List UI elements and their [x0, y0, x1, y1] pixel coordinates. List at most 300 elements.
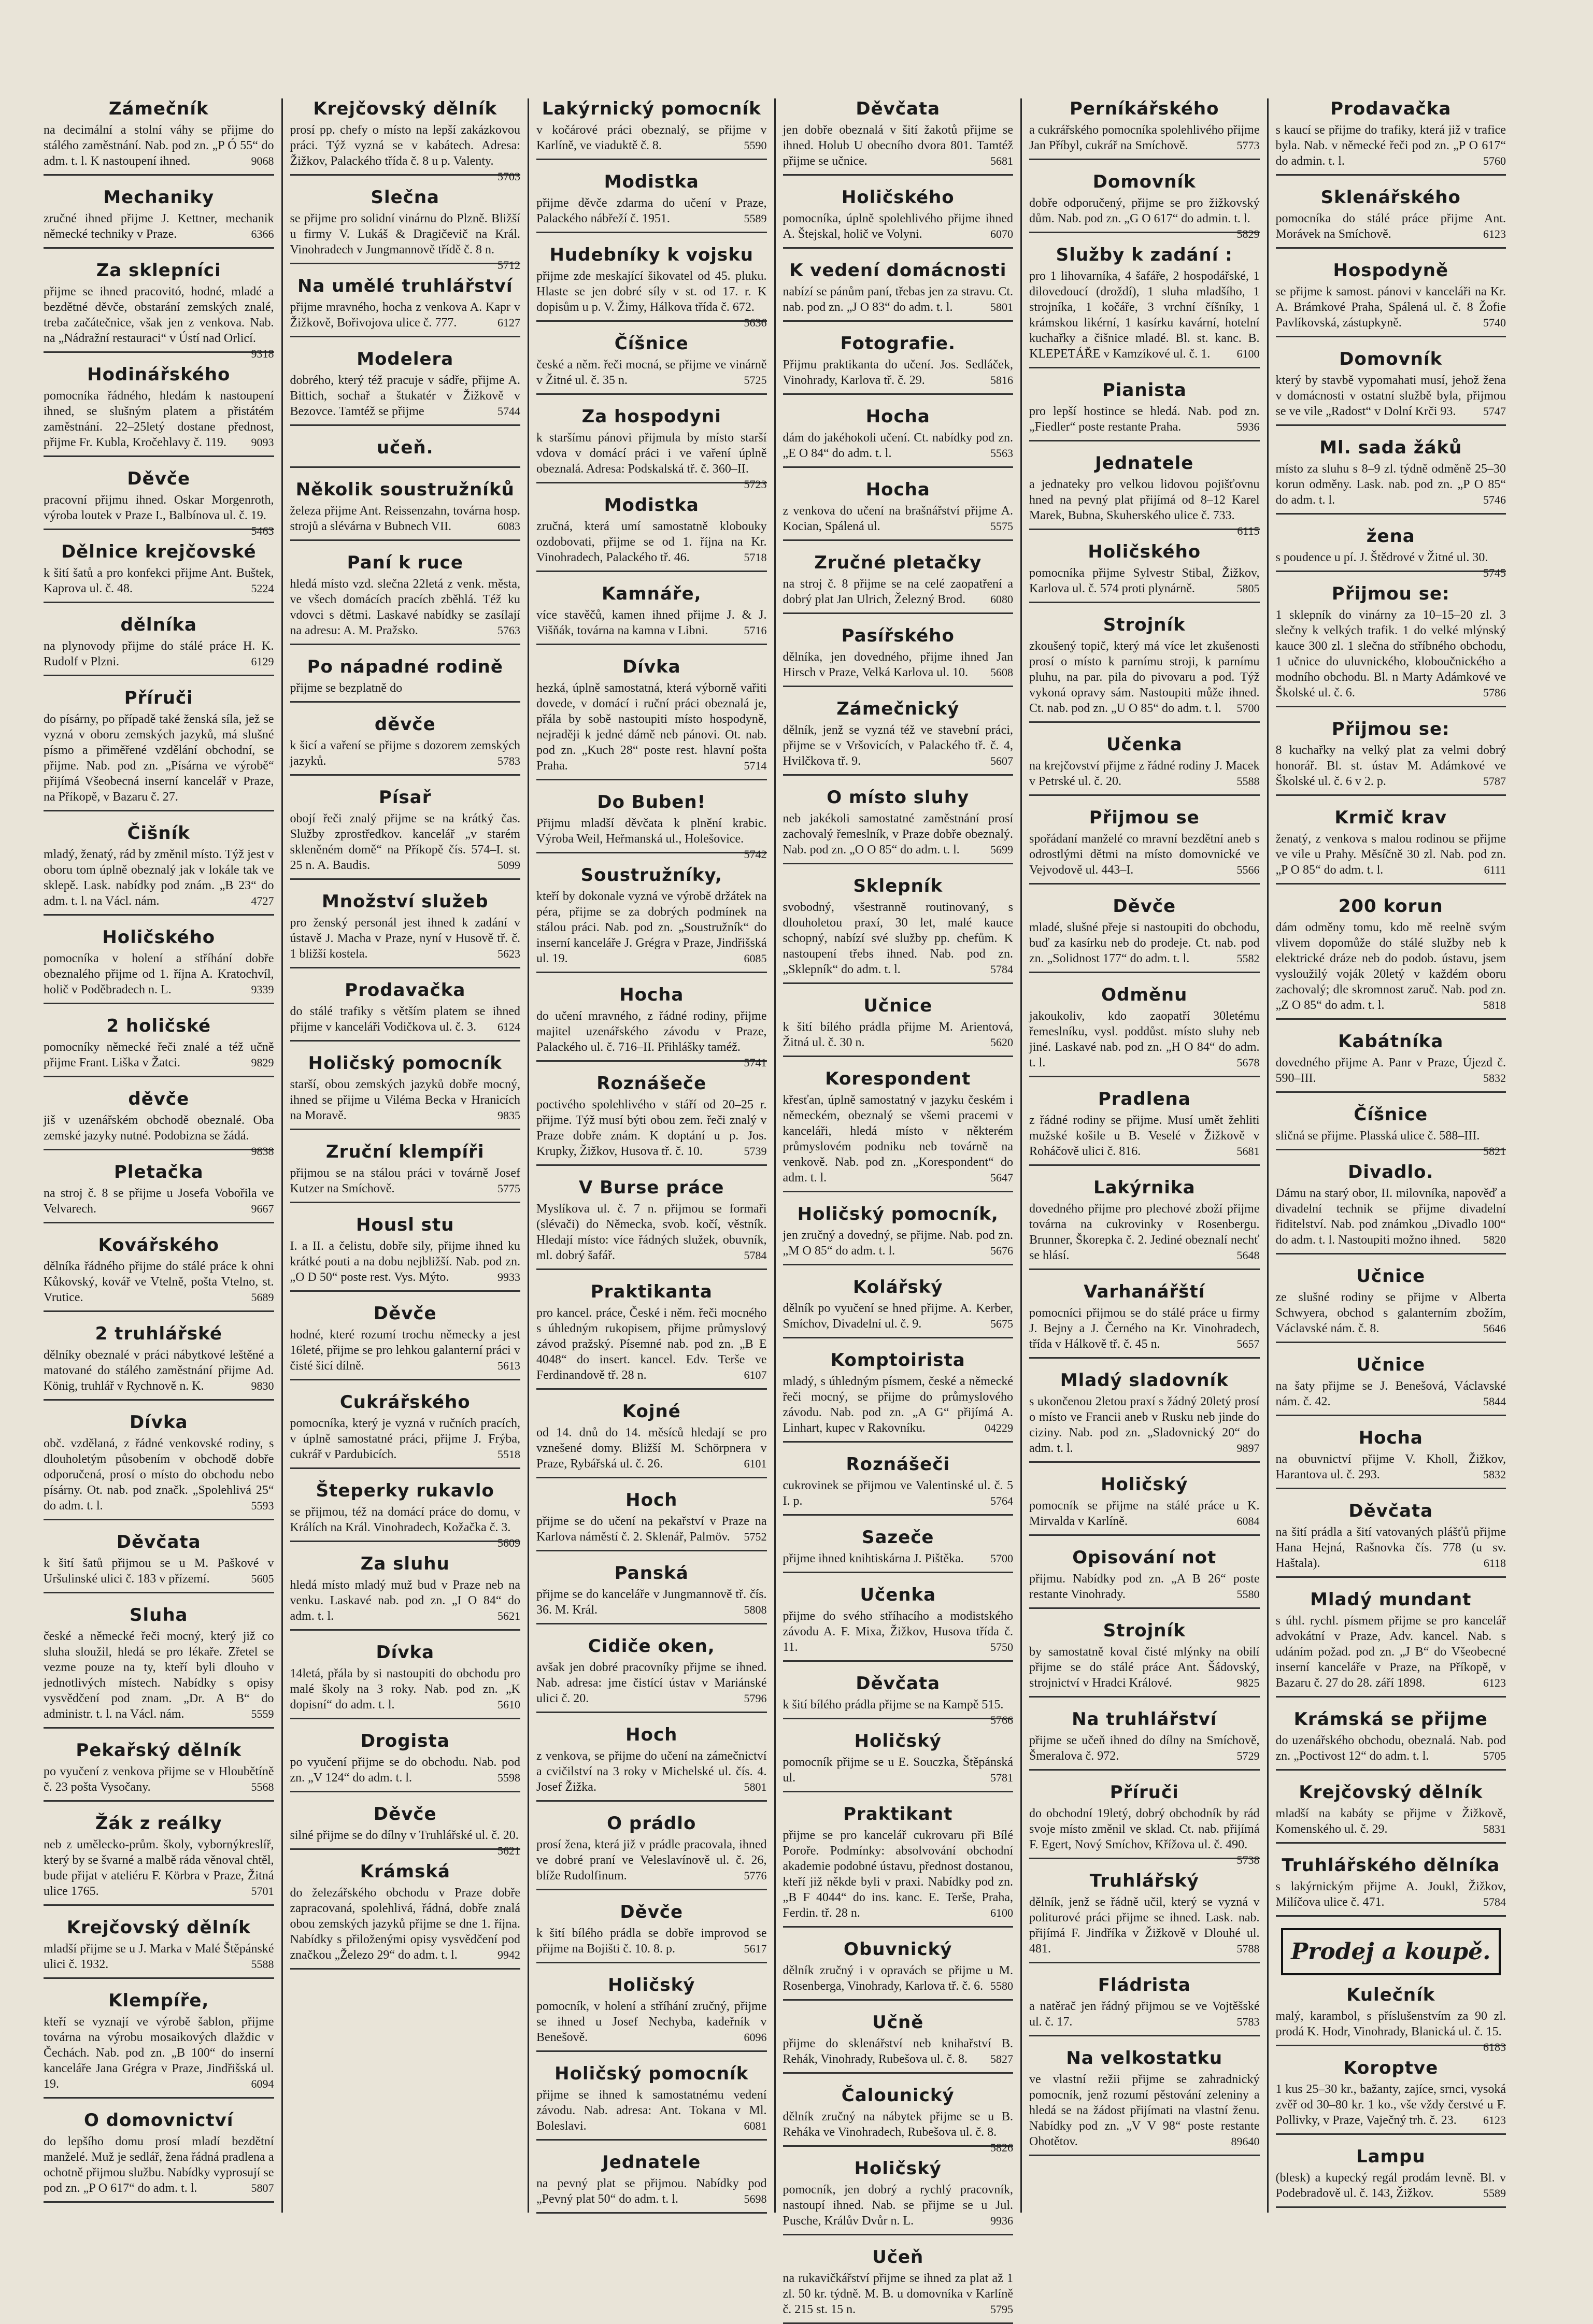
- ad-heading: Kamnáře,: [601, 583, 702, 604]
- ad-heading: Cukrářského: [339, 1392, 471, 1413]
- ad-text: k šití bílého prádla přijme se na Kampě 515.: [783, 1698, 1004, 1712]
- ad-body: [1029, 1999, 1260, 2030]
- ad-body: [1276, 2081, 1506, 2128]
- ad-heading: Holičský: [854, 2158, 942, 2179]
- ad-text: přijme se ihned k samostatnému vedení závodu. Nab. adresa: Ant. Tokana v Ml. Boleslavi.: [536, 2088, 767, 2133]
- ad-number: 5621: [497, 1609, 520, 1622]
- ad-heading: Roznášeči: [846, 1454, 950, 1475]
- ad-body: [1276, 122, 1506, 169]
- ad-text: mladý, s úhledným písmem, české a německé řeči mocný, se přijme do průmyslového závodu. Nab. pod zn. „A G“ přijímá A. Linhart, kupec v Rakovníku.: [783, 1375, 1013, 1435]
- ad-body: [783, 1019, 1014, 1050]
- ad-text: k šití šatů a pro konfekci přijme Ant. Buštek, Kaprova ul. č. 48.: [44, 566, 274, 595]
- ad-text: do železářského obchodu v Praze dobře zapracovaná, spolehlivá, řádná, dobře znalá obou zemských jazyků přijme se dne 1. října. Nabídky s přiloženými opisy vysvědčení pod značkou „Železo 29“ do adm. t. l.: [290, 1886, 520, 1962]
- ad-body: [536, 1999, 767, 2045]
- ad-heading: Holičský pomocník,: [797, 1204, 999, 1224]
- ad-number: 9318: [251, 347, 274, 360]
- ad-text: hodné, které rozumí trochu německy a jest 16leté, přijme se pro lehkou galanterní práci v čisté šicí dílně.: [290, 1328, 520, 1373]
- ad-number: 5786: [1483, 686, 1506, 699]
- classified-ad: [290, 479, 521, 541]
- ad-text: přijme do sklenářství neb knihařství B. Rehák, Vinohrady, Rubešova ul. č. 8.: [783, 2037, 1013, 2066]
- ad-heading: Jednatele: [1095, 453, 1194, 474]
- ad-body: [783, 1228, 1014, 1259]
- ad-heading: Přijmou se: [1089, 807, 1200, 828]
- classified-ad: [1029, 1871, 1260, 1963]
- ad-body: [1029, 1733, 1260, 1764]
- ad-text: přijme se do učení na pekařství v Praze na Karlova náměstí č. 2. Sklenář, Palmöv.: [536, 1515, 767, 1544]
- ad-body: [44, 847, 274, 909]
- ad-heading: Holičský pomocník: [308, 1053, 502, 1074]
- ad-heading: Domovník: [1092, 172, 1196, 192]
- ad-heading: Učenka: [1106, 734, 1183, 755]
- classified-ad: [1276, 1782, 1506, 1844]
- classified-ad: [536, 1281, 767, 1390]
- column-5: [1020, 98, 1267, 2213]
- ad-number: 5745: [1483, 566, 1506, 579]
- classified-ad: [1276, 1855, 1506, 1917]
- ad-number: 5678: [1236, 1056, 1260, 1069]
- ad-number: 5700: [990, 1552, 1013, 1565]
- classified-ad: [783, 98, 1014, 176]
- ad-heading: Holičského: [1088, 541, 1201, 562]
- ad-body: [290, 576, 521, 638]
- ad-body: [44, 951, 274, 997]
- ad-number: 9933: [497, 1271, 520, 1284]
- ad-body: [783, 2271, 1014, 2317]
- ad-number: 9838: [251, 1145, 274, 1158]
- ad-number: 9825: [1236, 1676, 1260, 1689]
- ad-number: 6094: [251, 2077, 274, 2090]
- classified-ad: [1029, 541, 1260, 603]
- ad-number: 5463: [251, 524, 274, 537]
- ad-body: [1029, 758, 1260, 789]
- classified-ad: [783, 406, 1014, 468]
- ad-text: z venkova, se přijme do učení na zámečnictví a cvičilství na 3 roky v Michelské ul. čís. 4. Josef Žižka.: [536, 1749, 767, 1794]
- ad-heading: Děvčata: [116, 1532, 201, 1552]
- classified-ad: [44, 1412, 274, 1520]
- ad-heading: Holičský: [1101, 1474, 1188, 1495]
- ad-text: české a něm. řeči mocná, se přijme ve vinárně v Žitné ul. č. 35 n.: [536, 358, 767, 387]
- classified-ad: [536, 657, 767, 780]
- ad-text: spořádaní manželé co mravní bezdětní aneb s odrostlými dětmi na místo domovnické ve Vejvodově ul. 443–I.: [1029, 832, 1260, 877]
- ad-number: 5760: [1483, 154, 1506, 167]
- ad-number: 6366: [251, 227, 274, 240]
- ad-body: [44, 1436, 274, 1514]
- ad-heading: Kolářský: [853, 1277, 943, 1298]
- ad-heading: Krmič krav: [1334, 807, 1447, 828]
- ad-heading: 2 truhlářské: [95, 1323, 222, 1344]
- ad-heading: Děvčata: [856, 98, 941, 119]
- classified-ad: [290, 1215, 521, 1292]
- ad-number: 5784: [990, 963, 1013, 976]
- classified-ad: [1276, 1709, 1506, 1771]
- classified-ad: [783, 1939, 1014, 2001]
- classified-ad: [1276, 807, 1506, 885]
- ad-text: od 14. dnů do 14. měsíců hledají se pro vznešené domy. Bližší M. Schörpnera v Praze, Rybářská ul. č. 26.: [536, 1426, 767, 1471]
- ad-text: k šití bílého prádla se dobře improvod se přijme na Bojišti č. 10. 8. p.: [536, 1927, 767, 1956]
- ad-text: kteří se vyznají ve výrobě šablon, přijme továrna na výrobu mosaikových dlaždic v Čechách. Nab. pod zn. „B 100“ do inserní kanceláře Jana Grégra v Praze, Jindřišská ul. 19.: [44, 2015, 274, 2091]
- ad-heading: Učnice: [863, 995, 933, 1016]
- ad-number: 5750: [990, 1641, 1013, 1653]
- ad-body: [783, 722, 1014, 769]
- classified-ad: [783, 1585, 1014, 1662]
- ad-body: [536, 430, 767, 491]
- ad-body: [1029, 1201, 1260, 1263]
- ad-heading: Truhlářský: [1089, 1871, 1199, 1891]
- ad-body: [1029, 404, 1260, 435]
- ad-number: 5620: [990, 1036, 1013, 1049]
- ad-number: 6118: [1483, 1557, 1506, 1570]
- ad-text: k šití šatů přijmou se u M. Paškové v Uršulinské ulici č. 183 v přízemí.: [44, 1557, 274, 1586]
- ad-heading: Množství služeb: [321, 891, 489, 912]
- ad-body: [290, 1828, 521, 1857]
- ad-text: s lakýrnickým přijme A. Joukl, Žižkov, Milíčova ulice č. 471.: [1275, 1880, 1506, 1909]
- ad-number: 5568: [251, 1780, 274, 1793]
- ad-text: pomocníci přijmou se do stálé práce u firmy J. Bejny a J. Černého na Kr. Vinohradech, třída v Hálkově tř. č. 45 n.: [1029, 1306, 1260, 1351]
- classified-ad: [1029, 734, 1260, 796]
- classified-ad: [290, 437, 521, 468]
- classified-ad: [1276, 98, 1506, 176]
- ad-text: se přijme k samost. pánovi v kanceláři na Kr. A. Brámkové Praha, Spálená ul. č. 8 Žofie Pavlíkovská, zástupkyně.: [1275, 285, 1506, 330]
- ad-text: mladý, ženatý, rád by změnil místo. Týž jest v oboru tom úplně obeznalý jak v lokále tak ve sklepě. Lask. nabídky pod znám. „B 23“ do adm. t. l. na Václ. nám.: [44, 848, 274, 908]
- ad-body: [290, 738, 521, 769]
- ad-text: s poudence u pí. J. Štědrové v Žitné ul. 30.: [1275, 551, 1488, 564]
- ad-number: 9829: [251, 1056, 274, 1069]
- ad-number: 5776: [744, 1869, 767, 1882]
- classified-ad: [1276, 1031, 1506, 1093]
- classified-ad: [536, 583, 767, 645]
- ad-number: 5801: [744, 1780, 767, 1793]
- ad-text: ženatý, z venkova s malou rodinou se přijme ve vile u Prahy. Měsíčně 30 zl. Nab. pod zn. „P O 85“ do adm. t. l.: [1275, 832, 1506, 877]
- ad-body: [783, 649, 1014, 680]
- ad-number: 5621: [497, 1844, 520, 1857]
- classified-ad: [1029, 1281, 1260, 1359]
- classified-ad: [290, 980, 521, 1042]
- ad-text: Dámu na starý obor, II. milovníka, napověď a divadelní technik se přijme divadelní řiditelství. Nab. pod známkou „Divadlo 100“ do adm. t. l. Nastoupiti možno ihned.: [1275, 1187, 1506, 1247]
- classified-ad: [290, 187, 521, 272]
- ad-body: [783, 122, 1014, 169]
- ad-heading: Praktikanta: [590, 1281, 713, 1302]
- ad-number: 5752: [744, 1530, 767, 1543]
- ad-heading: Pletačka: [113, 1162, 204, 1182]
- ad-number: 9835: [497, 1109, 520, 1122]
- classified-ad: [1029, 807, 1260, 885]
- classified-ad: [290, 349, 521, 426]
- ad-number: 5826: [990, 2141, 1013, 2154]
- classified-ad: [783, 1731, 1014, 1792]
- ad-heading: Holičský: [608, 1975, 695, 1995]
- ad-text: dovedného přijme pro plechové zboží přijme továrna na cukrovinky v Rosenbergu. Brunner, Škorepka č. 2. Jediné obeznalí nechť se hlásí.: [1029, 1202, 1260, 1262]
- classified-ad: [1276, 349, 1506, 426]
- ad-text: dělník zručný i v opravách se přijme u M. Rosenberga, Vinohrady, Karlova tř. č. 6.: [783, 1964, 1013, 1993]
- ad-text: dělníka řádného přijme do stálé práce k ohni Kůkovský, kovář ve Vtelně, pošta Vtelno, st. Vrutice.: [44, 1260, 274, 1304]
- ad-text: neb z umělecko-prům. školy, vybornýkreslíř, který by se švarné a malbě ráda věnoval chtěl, bude přijat v ateliéru F. Körbra v Praze, Žitná ulice 1765.: [44, 1838, 274, 1898]
- ad-number: 9093: [251, 436, 274, 449]
- ad-number: 5821: [1483, 1145, 1506, 1158]
- classified-ad: [1276, 1162, 1506, 1254]
- ad-number: 5820: [1483, 1233, 1506, 1246]
- ad-heading: Sluha: [130, 1605, 188, 1626]
- ad-text: a cukrářského pomocníka spolehlivého přijme Jan Příbyl, cukrář na Smíchově.: [1029, 123, 1260, 152]
- classified-ad: [783, 1350, 1014, 1443]
- ad-heading: Soustružníky,: [580, 865, 722, 886]
- ad-number: 5575: [990, 520, 1013, 533]
- ad-heading: Housl stu: [356, 1215, 454, 1235]
- ad-number: 5808: [744, 1603, 767, 1616]
- ad-text: železa přijme Ant. Reissenzahn, továrna hosp. strojů a slévárna v Bubnech VII.: [290, 504, 520, 533]
- ad-number: 6083: [497, 520, 520, 533]
- classified-ad: [44, 1813, 274, 1906]
- ad-number: 5781: [990, 1771, 1013, 1784]
- classified-ad: [1029, 896, 1260, 973]
- ad-text: po vyučení z venkova přijme se v Hloubětíně č. 23 pošta Vysočany.: [44, 1765, 274, 1794]
- ad-body: [1276, 1613, 1506, 1691]
- ad-text: na pevný plat se přijmou. Nabídky pod „Pevný plat 50“ do adm. t. l.: [536, 2177, 767, 2206]
- ad-number: 5099: [497, 859, 520, 872]
- ad-text: (blesk) a kupecký regál prodám levně. Bl. v Podebradově ul. č. 143, Žižkov.: [1275, 2171, 1506, 2200]
- ad-heading: Kabátníka: [1338, 1031, 1444, 1052]
- ad-body: [44, 565, 274, 596]
- ad-text: po vyučení přijme se do obchodu. Nab. pod zn. „V 124“ do adm. t. l.: [290, 1756, 520, 1785]
- classified-ad: [1276, 2058, 1506, 2135]
- ad-body: [536, 680, 767, 774]
- classified-ad: [290, 1731, 521, 1792]
- ad-number: 5763: [497, 624, 520, 637]
- ad-number: 5605: [251, 1572, 274, 1585]
- classified-ad: [1276, 437, 1506, 515]
- ad-text: přijmu. Nabídky pod zn. „A B 26“ poste restante Vinohrady.: [1029, 1572, 1260, 1601]
- ad-text: křesťan, úplně samostatný v jazyku českém i německém, obeznalý se všemi pracemi v kanceláři, hledá místo v některém průmyslovém podniku neb továrně na venkově. Nab. pod zn. „Korespondent“ do adm. t. l.: [783, 1093, 1013, 1185]
- ad-text: s kaucí se přijme do trafiky, která již v trafice byla. Nab. v německé řeči pod zn. „P O 617“ do admin. t. l.: [1275, 123, 1506, 168]
- ad-body: [44, 388, 274, 450]
- ad-body: [290, 211, 521, 272]
- ad-heading: Děvče: [1113, 896, 1176, 917]
- ad-number: 5623: [497, 947, 520, 960]
- ad-text: obojí řeči znalý přijme se na krátký čas. Služby zprostředkov. kancelář „v starém skleněném domě“ na Příkopě čís. 574–I. st. 25 n. A. Baudis.: [290, 812, 520, 872]
- ad-text: pro lepší hostince se hledá. Nab. pod zn. „Fiedler“ poste restante Praha.: [1029, 405, 1260, 434]
- classified-ad: [536, 495, 767, 572]
- ad-heading: Fládrista: [1098, 1975, 1191, 1995]
- ad-number: 5784: [744, 1249, 767, 1262]
- ad-number: 5588: [1236, 775, 1260, 788]
- classified-ad: [536, 865, 767, 973]
- ad-number: 5816: [990, 374, 1013, 387]
- ad-heading: Hocha: [865, 406, 930, 427]
- classified-ad: [783, 1673, 1014, 1727]
- ad-heading: Holičský: [854, 1731, 942, 1751]
- ad-heading: Děvčata: [1348, 1501, 1433, 1521]
- ad-body: [1276, 461, 1506, 508]
- ad-heading: Příruči: [1110, 1782, 1179, 1803]
- classified-ad: [783, 1068, 1014, 1192]
- classified-ad: [536, 1401, 767, 1478]
- ad-text: jakoukoliv, kdo zaopatří 30letému řemeslníku, vysl. poddůst. místo sluhy neb jiné. Laskavé nab. pod zn. „H O 84“ do adm. t. l.: [1029, 1009, 1260, 1070]
- ad-heading: Učnice: [1356, 1266, 1426, 1287]
- column-4: [774, 98, 1021, 2316]
- ad-body: [290, 1885, 521, 1963]
- ad-heading: Děvče: [373, 1303, 437, 1324]
- ad-number: 5795: [990, 2303, 1013, 2316]
- classified-ad: [1029, 1620, 1260, 1698]
- ad-number: 5705: [1483, 1749, 1506, 1762]
- ad-body: [1029, 920, 1260, 966]
- classified-ad: [44, 1235, 274, 1312]
- ad-number: 5518: [497, 1448, 520, 1461]
- classified-ad: [1276, 1266, 1506, 1343]
- ad-body: [783, 357, 1014, 388]
- ad-number: 5613: [497, 1359, 520, 1372]
- ad-text: k šití bílého prádla přijme M. Arientová, Žitná ul. č. 30 n.: [783, 1020, 1013, 1049]
- ad-number: 5617: [744, 1942, 767, 1955]
- classified-ad: [536, 1177, 767, 1270]
- ad-heading: Pasířského: [841, 625, 955, 646]
- ad-body: [290, 1504, 521, 1549]
- classified-ad: [44, 98, 274, 176]
- ad-number: 5738: [1236, 1854, 1260, 1866]
- classified-ad: [290, 787, 521, 880]
- ad-text: jen dobře obeznalá v šití žakotů přijme se ihned. Holub U obecního dvora 801. Tamtéž přijme se učnice.: [783, 123, 1013, 168]
- ad-heading: Děvče: [373, 1804, 437, 1824]
- classified-ad: [290, 276, 521, 337]
- classified-ad: [1029, 1709, 1260, 1771]
- ad-heading: Paní k ruce: [347, 552, 463, 573]
- classified-ad: [1275, 1104, 1506, 1158]
- classified-ad: [44, 1990, 274, 2099]
- ad-text: se přijme pro solidní vinárnu do Plzně. Bližší u firmy V. Lukáš & Dragičevič na Král. Vinohradech v Jungmannově třídě č. 8 n.: [290, 212, 520, 256]
- ad-text: přijme se bezplatně do: [290, 681, 403, 695]
- ad-number: 6107: [744, 1368, 767, 1381]
- ad-heading: Klempíře,: [108, 1990, 209, 2011]
- classified-ad: [44, 688, 274, 811]
- ad-number: 5844: [1483, 1395, 1506, 1408]
- ad-number: 5740: [1483, 316, 1506, 329]
- ad-body: [44, 1039, 274, 1071]
- classified-ad: [536, 792, 767, 861]
- ad-text: více stavěčů, kamen ihned přijme J. & J. Višňák, továrna na kamna v Libni.: [536, 608, 767, 637]
- ad-body: [44, 211, 274, 242]
- ad-body: [1029, 477, 1260, 537]
- classified-ad: [536, 1563, 767, 1624]
- ad-text: a natěrač jen řádný přijmou se ve Vojtěšské ul. č. 17.: [1029, 2000, 1260, 2029]
- classified-ad: [1276, 2146, 1506, 2208]
- ad-body: [536, 1097, 767, 1159]
- ad-body: [1276, 211, 1506, 242]
- ad-number: 5741: [744, 1056, 767, 1069]
- ad-body: [783, 2109, 1014, 2154]
- ad-heading: Příruči: [124, 688, 193, 708]
- ad-body: [536, 268, 767, 329]
- ad-body: [783, 1478, 1014, 1509]
- ad-text: dělníky obeznalé v práci nábytkové leštěné a matované do stálého zaměstnání přijme Ad. König, truhlář v Rychnově n. K.: [44, 1348, 274, 1393]
- ad-text: pracovní přijmu ihned. Oskar Morgenroth, výroba loutek v Praze I., Balbínova ul. č. 19.: [44, 493, 274, 522]
- ad-heading: děvče: [374, 714, 436, 735]
- ad-heading: Dívka: [129, 1412, 188, 1433]
- ad-text: ve vlastní režii přijme se zahradnický pomocník, jenž rozumí pěstování zeleniny a hledá se na žádost přijímati na vlastní ženu. Nabídky pod zn. „V V 98“ poste restante Ohotětov.: [1029, 2073, 1260, 2148]
- ad-number: 9339: [251, 983, 274, 996]
- classified-ad: [44, 468, 274, 537]
- classified-ad: [1029, 1975, 1260, 2036]
- ad-text: pro 1 lihovarníka, 4 šafáře, 2 hospodářské, 1 dilovedoucí (droždí), 1 sluha mladšího, 1 strojníka, 1 kočáře, 3 vrchní číšníky, 1 krámskou likérní, 1 kasírku kavární, hotelní kuchařky a čišnice mladé. Bl. st. kanc. B. KLEPETÁŘE v Kamzíkové ul. č. 1.: [1029, 269, 1260, 361]
- classified-ad: [1029, 172, 1260, 240]
- ad-heading: Písař: [378, 787, 432, 808]
- ad-body: [536, 1425, 767, 1472]
- ad-heading: Mladý sladovník: [1060, 1370, 1229, 1391]
- ad-number: 5784: [1483, 1895, 1506, 1908]
- ad-heading: Do Buben!: [597, 792, 706, 812]
- ad-number: 5675: [990, 1317, 1013, 1330]
- ad-number: 5827: [990, 2052, 1013, 2065]
- ad-text: který by stavbě vypomahati musí, jehož žena v domácnosti v ostatní službě byla, přijmou se ve vile „Radost“ v Dolní Krči 93.: [1275, 374, 1506, 418]
- ad-body: [536, 1305, 767, 1383]
- ad-heading: Hocha: [865, 479, 930, 500]
- ad-number: 5807: [251, 2182, 274, 2194]
- ad-body: [783, 503, 1014, 534]
- ad-number: 5590: [744, 139, 767, 152]
- section-heading-box: Prodej a koupě.: [1281, 1928, 1501, 1975]
- ad-body: [536, 1660, 767, 1706]
- ad-heading: Kovářského: [98, 1235, 220, 1256]
- classified-ad: [290, 1480, 521, 1549]
- ad-heading: Několik soustružníků: [295, 479, 515, 500]
- ad-heading: Pradlena: [1098, 1089, 1191, 1109]
- ad-number: 5657: [1236, 1337, 1260, 1350]
- ad-body: [1029, 1806, 1260, 1866]
- ad-text: hledá místo vzd. slečna 22letá z venk. města, ve všech domácích pracích zběhlá. Též ku vdovci s dětmi. Laskavé nabídky se zasílají na adresu: A. M. Pražsko.: [290, 577, 520, 637]
- ad-number: 6101: [744, 1457, 767, 1470]
- ad-body: [1029, 1571, 1260, 1602]
- ad-number: 9667: [251, 1202, 274, 1215]
- classified-ad: [783, 995, 1014, 1057]
- ad-text: mladší přijme se u J. Marka v Malé Štěpánské ulici č. 1932.: [44, 1942, 274, 1971]
- ad-number: 5936: [1236, 420, 1260, 433]
- ad-heading: Lampu: [1356, 2146, 1426, 2167]
- ad-number: 5796: [744, 1692, 767, 1705]
- ad-text: dovedného přijme A. Panr v Praze, Újezd č. 590–III.: [1275, 1056, 1506, 1085]
- ad-text: přijme do svého stříhacího a modistského závodu A. F. Mixa, Žižkov, Husova třída č. 11.: [783, 1609, 1013, 1654]
- ad-body: [290, 1755, 521, 1786]
- ad-number: 6123: [1483, 2114, 1506, 2127]
- classified-ad: [536, 1813, 767, 1890]
- ad-heading: Zámečník: [108, 98, 209, 119]
- ad-number: 6127: [497, 316, 520, 329]
- ad-number: 9068: [251, 154, 274, 167]
- classified-ad: [44, 1740, 274, 1802]
- classified-ad: [783, 625, 1014, 687]
- ad-heading: Šteperky rukavlo: [316, 1480, 494, 1501]
- ad-heading: Perníkářského: [1070, 98, 1219, 119]
- ad-number: 5681: [990, 154, 1013, 167]
- classified-ad: [783, 260, 1014, 322]
- ad-number: 5701: [251, 1885, 274, 1898]
- ad-body: [1276, 1733, 1506, 1764]
- ad-body: [783, 2182, 1014, 2229]
- classified-ad: [44, 1016, 274, 1077]
- ad-heading: Za sluhu: [360, 1553, 450, 1574]
- ad-text: přijme ihned knihtiskárna J. Pištěka.: [783, 1552, 964, 1565]
- ad-text: jiš v uzenářském obchodě obeznalé. Oba zemské jazyky nutné. Podobizna se žádá.: [44, 1114, 274, 1143]
- ad-body: [290, 1666, 521, 1713]
- ad-body: [1029, 2072, 1260, 2149]
- ad-heading: Krejčovský dělník: [66, 1917, 251, 1938]
- classified-ad: [1029, 1370, 1260, 1463]
- classified-ad: [1275, 1985, 1506, 2054]
- classified-ad: [290, 714, 521, 776]
- ad-text: pomocníka, který je vyzná v ručních pracích, v úplně samostatné práci, přijme J. Frýba, cukrář v Pardubicích.: [290, 1417, 520, 1461]
- ad-text: I. a II. a čelistu, dobře sily, přijme ihned ku krátké pouti a na dobu nejbližší. Nab. pod zn. „O D 50“ poste rest. Vys. Mýto.: [290, 1239, 520, 1284]
- ad-number: 4727: [251, 894, 274, 907]
- ad-number: 5714: [744, 759, 767, 772]
- classified-ad: [536, 172, 767, 233]
- ad-number: 5832: [1483, 1468, 1506, 1481]
